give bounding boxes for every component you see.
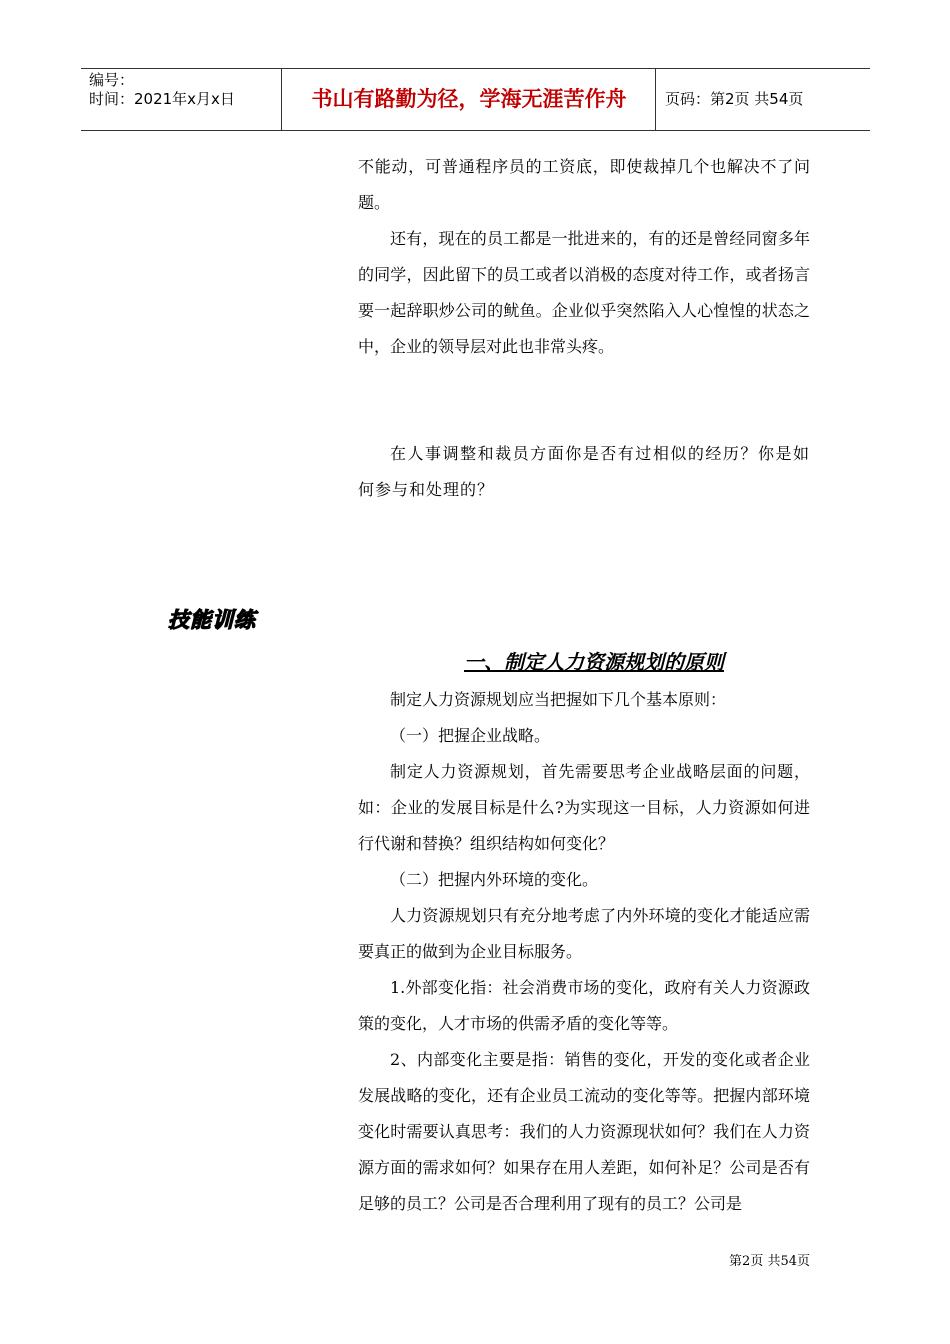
date-label: 时间：2021年x月x日 xyxy=(89,90,235,108)
section-tag: 技能训练 xyxy=(168,608,256,632)
header-meta xyxy=(89,71,235,109)
heading-text: 一、制定人力资源规划的原则 xyxy=(464,650,724,674)
header-page-info: 页码：第2页 共54页 xyxy=(665,90,804,108)
paragraph: 不能动，可普通程序员的工资底，即使裁掉几个也解决不了问题。 xyxy=(358,157,810,212)
paragraph: 人力资源规划只有充分地考虑了内外环境的变化才能适应需要真正的做到为企业目标服务。 xyxy=(358,906,810,961)
body-text xyxy=(358,682,810,1222)
section-heading xyxy=(358,644,810,680)
paragraph: 制定人力资源规划应当把握如下几个基本原则： xyxy=(390,690,727,709)
paragraph: （一）把握企业战略。 xyxy=(390,726,551,745)
case-text xyxy=(358,149,810,365)
serial-number-label: 编号： xyxy=(89,71,135,89)
discussion-question xyxy=(358,436,810,508)
paragraph: （二）把握内外环境的变化。 xyxy=(390,870,599,889)
paragraph: 还有，现在的员工都是一批进来的，有的还是曾经同窗多年的同学，因此留下的员工或者以消极的态度对待工作，或者扬言要一起辞职炒公司的鱿鱼。企业似乎突然陷入人心惶惶的状态之中，企业的领导层对此也非常头疼。 xyxy=(358,229,810,356)
page-footer: 第2页 共54页 xyxy=(729,1254,810,1269)
paragraph: 1.外部变化指：社会消费市场的变化，政府有关人力资源政策的变化，人才市场的供需矛盾的变化等等。 xyxy=(358,978,810,1033)
paragraph: 2、内部变化主要是指：销售的变化，开发的变化或者企业发展战略的变化，还有企业员工流动的变化等等。把握内部环境变化时需要认真思考：我们的人力资源现状如何？我们在人力资源方面的需求如何？如果存在用人差距，如何补足？公司是否有足够的员工？公司是否合理利用了现有的员工？公司是 xyxy=(358,1050,810,1213)
paragraph: 在人事调整和裁员方面你是否有过相似的经历？你是如何参与和处理的？ xyxy=(358,444,810,499)
header-motto: 书山有路勤为径，学海无涯苦作舟 xyxy=(311,87,627,111)
paragraph: 制定人力资源规划，首先需要思考企业战略层面的问题，如：企业的发展目标是什么?为实现这一目标，人力资源如何进行代谢和替换？组织结构如何变化？ xyxy=(358,762,810,853)
page-header xyxy=(81,68,870,131)
